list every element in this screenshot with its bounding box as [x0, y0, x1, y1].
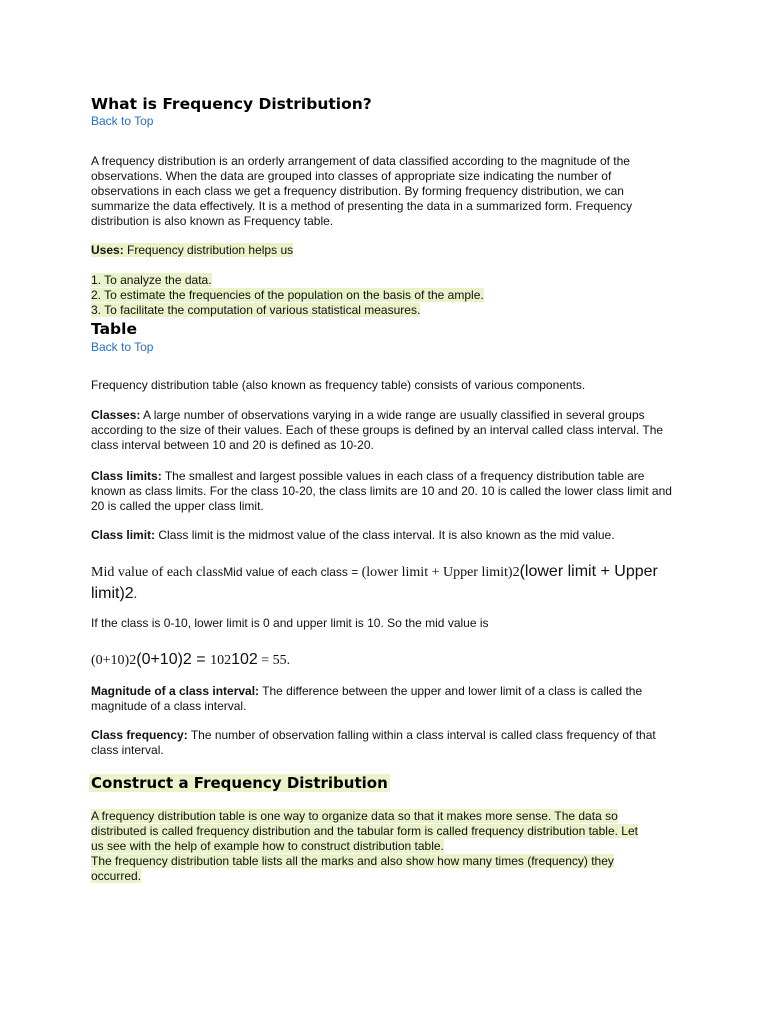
- formula-part: = 55.: [257, 653, 291, 668]
- formula-part: (0+10)2: [91, 653, 137, 668]
- class-frequency-text: The number of observation falling within a class interval is called class frequency of that class interval.: [91, 728, 656, 757]
- class-limit-text: Class limit is the midmost value of the class interval. It is also known as the mid value.: [155, 528, 615, 542]
- class-limits-text: The smallest and largest possible values in each class of a frequency distribution table are known as class limits. For the class 10-20, the class limits are 10 and 20. 10 is called the lower class limit and 20 is called the upper class limit.: [91, 469, 672, 513]
- formula-part: (0+10)2: [136, 651, 192, 668]
- construct-paragraph-1: [91, 809, 651, 854]
- example-text: If the class is 0-10, lower limit is 0 and upper limit is 10. So the mid value is: [91, 616, 489, 630]
- magnitude-text: The difference between the upper and lower limit of a class is called the magnitude of a class interval.: [91, 684, 643, 713]
- uses-text: Frequency distribution helps us: [123, 243, 294, 257]
- classes-paragraph: [91, 408, 666, 453]
- back-to-top-link[interactable]: Back to Top: [91, 340, 154, 354]
- back-to-top-link[interactable]: Back to Top: [91, 114, 154, 128]
- intro-paragraph: A frequency distribution is an orderly arrangement of data classified according to the magnitude of the observations. When the data are grouped into classes of appropriate size indicating the number of observations in each class we get a frequency distribution. By forming frequency distribution, we can summarize the data effectively. It is a method of presenting the data in a summarized form. Frequency distribution is also known as Frequency table.: [91, 154, 633, 228]
- example-formula: [91, 649, 681, 671]
- formula-part: Mid value of each class: [91, 565, 224, 580]
- mid-value-formula: [91, 561, 671, 605]
- class-limits-label: Class limits:: [91, 469, 162, 483]
- formula-part: (lower limit + Upper limit)2: [91, 563, 658, 602]
- uses-item: 3. To facilitate the computation of various statistical measures.: [91, 303, 421, 317]
- construct-text-1: A frequency distribution table is one way to organize data so that it makes more sense. The data so distributed is called frequency distribution and the tabular form is called frequency distribution table. Let us see with the help of example how to construct distribution table.: [91, 809, 638, 853]
- magnitude-paragraph: [91, 684, 676, 714]
- class-limit-paragraph: [91, 528, 681, 543]
- uses-list: [91, 273, 681, 318]
- class-frequency-paragraph: [91, 728, 666, 758]
- construct-paragraph-2: [91, 854, 651, 884]
- construct-title-wrap: [89, 772, 679, 794]
- class-limit-label: Class limit:: [91, 528, 156, 542]
- uses-item: 1. To analyze the data.: [91, 273, 212, 287]
- uses-line: [91, 243, 681, 258]
- section-title-what-is: What is Frequency Distribution?: [91, 95, 372, 113]
- class-frequency-label: Class frequency:: [91, 728, 188, 742]
- classes-label: Classes:: [91, 408, 141, 422]
- magnitude-label: Magnitude of a class interval:: [91, 684, 260, 698]
- class-limits-paragraph: [91, 469, 676, 514]
- section-title-table: Table: [91, 320, 137, 338]
- uses-label: Uses:: [91, 243, 124, 257]
- formula-part: (lower limit + Upper limit)2: [361, 565, 520, 580]
- formula-part: .: [133, 587, 138, 602]
- formula-part: =: [191, 651, 211, 668]
- construct-text-2: The frequency distribution table lists all the marks and also show how many times (frequency) they occurred.: [91, 854, 614, 883]
- formula-part: Mid value of each class =: [223, 565, 362, 579]
- formula-part: 102: [231, 651, 258, 668]
- section-title-construct: Construct a Frequency Distribution: [91, 774, 388, 792]
- uses-item: 2. To estimate the frequencies of the population on the basis of the ample.: [91, 288, 484, 302]
- classes-text: A large number of observations varying in a wide range are usually classified in several groups according to the size of their values. Each of these groups is defined by an interval called class interval. The class interval between 10 and 20 is defined as 10-20.: [91, 408, 664, 452]
- formula-part: 102: [210, 653, 232, 668]
- table-intro: Frequency distribution table (also known as frequency table) consists of various components.: [91, 378, 586, 392]
